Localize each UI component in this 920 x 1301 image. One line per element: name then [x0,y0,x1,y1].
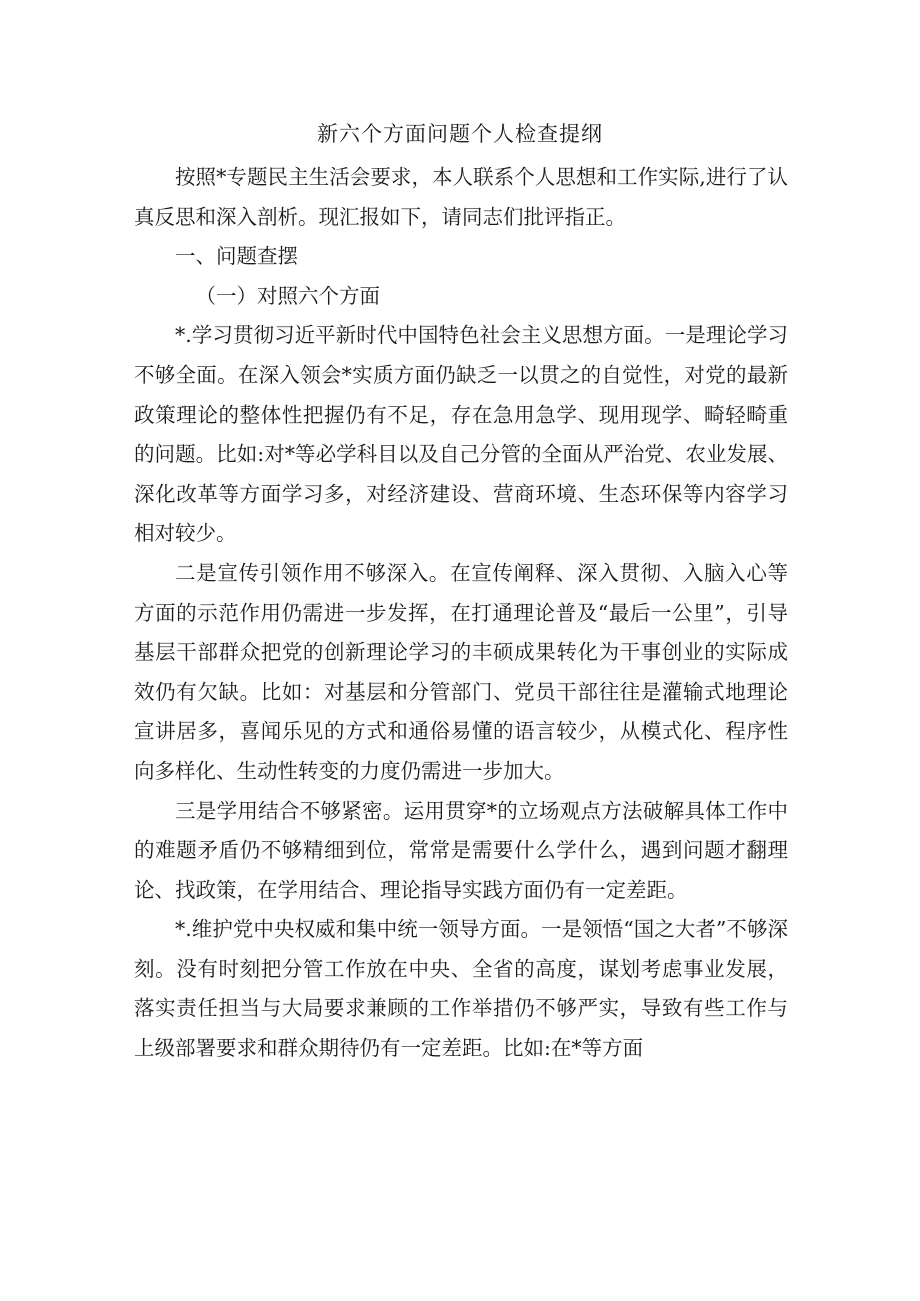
document-title: 新六个方面问题个人检查提纲 [317,122,603,146]
section-heading: 一、问题查摆 [175,244,298,269]
intro-paragraph: 按照*专题民主生活会要求，本人联系个人思想和工作实际,进行了认真反思和深入剖析。现汇报如下，请同志们批评指正。 [134,165,788,229]
body-paragraph-theory-study: *.学习贯彻习近平新时代中国特色社会主义思想方面。一是理论学习不够全面。在深入领会*实质方面仍缺乏一以贯之的自觉性，对党的最新政策理论的整体性把握仍有不足，存在急用急学、现用现学、畸轻畸重的问题。比如:对*等必学科目以及自己分管的全面从严治党、农业发展、深化改革等方面学习多，对经济建设、营商环境、生态环保等内容学习相对较少。 [134,323,788,546]
body-paragraph-party-authority: *.维护党中央权威和集中统一领导方面。一是领悟“国之大者”不够深刻。没有时刻把分管工作放在中央、全省的高度，谋划考虑事业发展，落实责任担当与大局要求兼顾的工作举措仍不够严实，导致有些工作与上级部署要求和群众期待仍有一定差距。比如:在*等方面 [134,917,788,1061]
body-paragraph-study-application: 三是学用结合不够紧密。运用贯穿*的立场观点方法破解具体工作中的难题矛盾仍不够精细到位，常常是需要什么学什么，遇到问题才翻理论、找政策，在学用结合、理论指导实践方面仍有一定差距。 [134,798,788,902]
document-body [134,158,788,1069]
subsection-heading: （一）对照六个方面 [195,283,380,308]
body-paragraph-publicity: 二是宣传引领作用不够深入。在宣传阐释、深入贯彻、入脑入心等方面的示范作用仍需进一步发挥，在打通理论普及“最后一公里”，引导基层干部群众把党的创新理论学习的丰硕成果转化为干事创业的实际成效仍有欠缺。比如：对基层和分管部门、党员干部往往是灌输式地理论宣讲居多，喜闻乐见的方式和通俗易懂的语言较少，从模式化、程序性向多样化、生动性转变的力度仍需进一步加大。 [134,560,788,783]
